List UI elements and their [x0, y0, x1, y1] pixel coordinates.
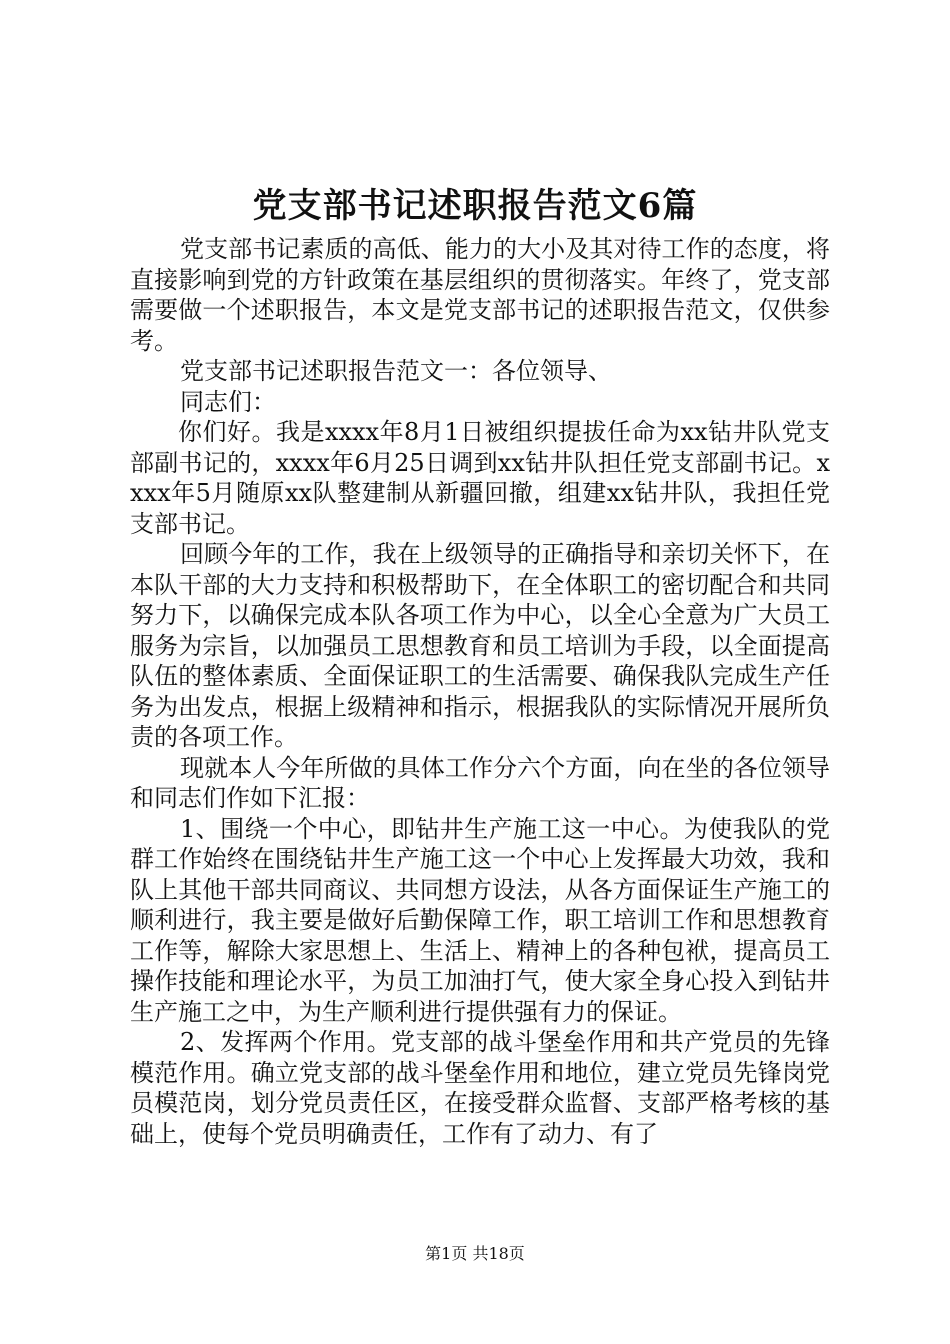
paragraph-salutation: 党支部书记述职报告范文一：各位领导、 — [180, 357, 612, 385]
paragraph-review: 回顾今年的工作，我在上级领导的正确指导和亲切关怀下，在本队干部的大力支持和积极帮助下，在全体职工的密切配合和共同努力下，以确保完成本队各项工作为中心，以全心全意为广大员工服务为宗旨，以加强员工思想教育和员工培训为手段，以全面提高队伍的整体素质、全面保证职工的生活需要、确保我队完成生产任务为出发点，根据上级精神和指示，根据我队的实际情况开展所负责的各项工作。 — [130, 540, 830, 751]
paragraph-greeting: 同志们： — [180, 387, 276, 416]
paragraph-point-1: 1、围绕一个中心，即钻井生产施工这一中心。为使我队的党群工作始终在围绕钻井生产施工这一个中心上发挥最大功效，我和队上其他干部共同商议、共同想方设法，从各方面保证生产施工的顺利进行，我主要是做好后勤保障工作，职工培训工作和思想教育工作等，解除大家思想上、生活上、精神上的各种包袱，提高员工操作技能和理论水平，为员工加油打气，使大家全身心投入到钻井生产施工之中，为生产顺利进行提供强有力的保证。 — [130, 814, 830, 1026]
document-body — [130, 234, 830, 1149]
paragraph-point-2: 2、发挥两个作用。党支部的战斗堡垒作用和共产党员的先锋模范作用。确立党支部的战斗堡垒作用和地位，建立党员先锋岗党员模范岗，划分党员责任区，在接受群众监督、支部严格考核的基础上，使每个党员明确责任，工作有了动力、有了 — [130, 1028, 830, 1148]
page-footer: 第1页 共18页 — [425, 1244, 525, 1263]
paragraph-report-outline: 现就本人今年所做的具体工作分六个方面，向在坐的各位领导和同志们作如下汇报： — [130, 753, 830, 812]
document-title: 党支部书记述职报告范文6篇 — [252, 186, 698, 226]
paragraph-self-intro: 你们好。我是xxxx年8月1日被组织提拔任命为xx钻井队党支部副书记的，xxxx年6月25日调到xx钻井队担任党支部副书记。xxxx年5月随原xx队整建制从新疆回撤，组建xx钻井队，我担任党支部书记。 — [130, 418, 830, 538]
paragraph-intro: 党支部书记素质的高低、能力的大小及其对待工作的态度，将直接影响到党的方针政策在基层组织的贯彻落实。年终了，党支部需要做一个述职报告，本文是党支部书记的述职报告范文，仅供参考。 — [130, 235, 830, 355]
